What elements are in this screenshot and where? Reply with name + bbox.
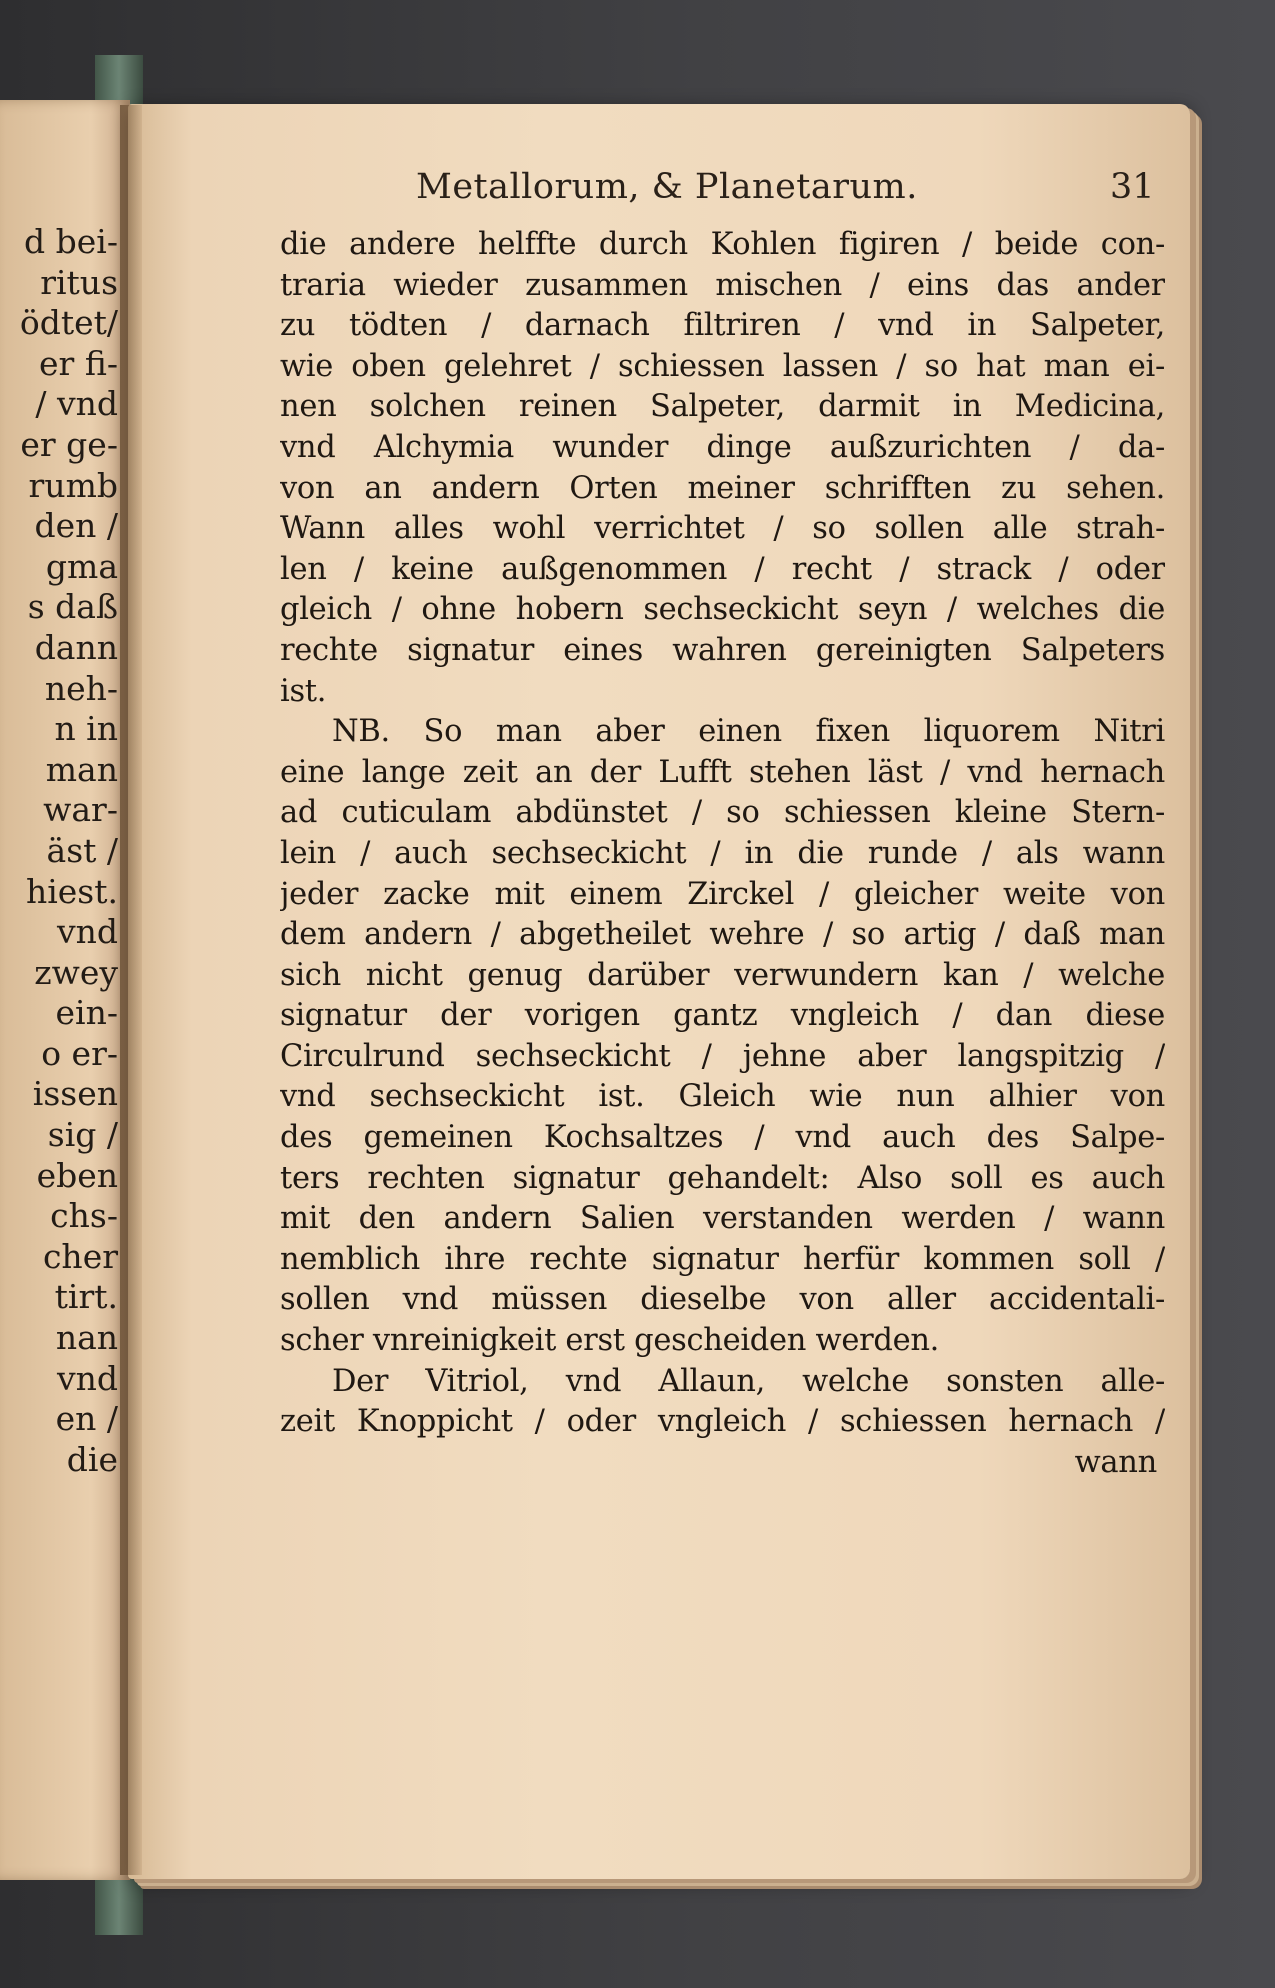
left-line: vnd <box>56 912 118 952</box>
left-line: man <box>45 749 118 789</box>
body-text <box>280 225 1165 1483</box>
text-line: len / keine außgenommen / recht / strack / oder <box>280 551 1165 587</box>
left-line: ritus <box>40 262 118 302</box>
paragraph-start-line: NB. So man aber einen fixen liquorem Nitri <box>332 714 1165 750</box>
text-line: sich nicht genug darüber verwundern kan / welche <box>280 957 1165 993</box>
left-line: sig / <box>47 1115 118 1155</box>
text-line: die andere helffte durch Kohlen figiren / beide con- <box>280 227 1165 262</box>
left-line: en / <box>55 1399 118 1439</box>
text-line: vnd Alchymia wunder dinge außzurichten / da- <box>280 429 1165 465</box>
left-line: eben <box>36 1155 118 1195</box>
text-line: mit den andern Salien verstanden werden / wann <box>280 1201 1165 1237</box>
page-number: 31 <box>1110 167 1155 207</box>
left-line: cher <box>42 1236 118 1276</box>
left-line: zwey <box>34 952 118 992</box>
page-gutter-shadow <box>120 105 142 1875</box>
left-page <box>0 100 130 1880</box>
text-line: ad cuticulam abdünstet / so schiessen kleine Stern- <box>280 795 1165 831</box>
left-line: d bei- <box>24 222 118 261</box>
left-line: tirt. <box>54 1277 118 1317</box>
text-line: traria wieder zusammen mischen / eins das ander <box>280 267 1165 303</box>
left-line: er fi- <box>39 343 118 383</box>
left-line: war- <box>43 790 118 830</box>
left-line: vnd <box>56 1358 118 1398</box>
text-line: scher vnreinigkeit erst gescheiden werden. <box>280 1323 940 1359</box>
text-line: lein / auch sechseckicht / in die runde / als wann <box>280 835 1165 871</box>
text-line: dem andern / abgetheilet wehre / so artig / daß man <box>280 917 1165 953</box>
catchword: wann <box>1074 1444 1157 1480</box>
text-line: nemblich ihre rechte signatur herfür kommen soll / <box>280 1241 1165 1277</box>
left-page-text <box>20 222 118 1480</box>
text-line: wie oben gelehret / schiessen lassen / so hat man ei- <box>280 348 1165 384</box>
text-line: von an andern Orten meiner schrifften zu sehen. <box>280 470 1165 506</box>
running-title: Metallorum, & Planetarum. <box>416 167 918 207</box>
text-line: zeit Knoppicht / oder vngleich / schiessen hernach / <box>280 1404 1165 1440</box>
right-page <box>128 104 1190 1879</box>
text-line: Wann alles wohl verrichtet / so sollen alle strah- <box>280 511 1165 547</box>
left-line: ödtet/ <box>19 303 118 343</box>
left-line: äst / <box>46 830 118 870</box>
text-line: nen solchen reinen Salpeter, darmit in Medicina, <box>280 389 1165 425</box>
left-line: n in <box>54 709 118 749</box>
text-line: ist. <box>280 673 327 709</box>
text-line: vnd sechseckicht ist. Gleich wie nun alhier von <box>280 1079 1165 1115</box>
left-line: neh- <box>44 668 118 708</box>
left-line: er ge- <box>20 424 118 464</box>
left-line: s daß <box>27 587 118 627</box>
left-line: hiest. <box>25 871 118 911</box>
text-line: sollen vnd müssen dieselbe von aller accidentali- <box>280 1282 1165 1318</box>
text-line: rechte signatur eines wahren gereinigten Salpeters <box>280 632 1165 668</box>
left-line: o er- <box>41 1033 118 1073</box>
text-line: ters rechten signatur gehandelt: Also soll es auch <box>280 1160 1165 1196</box>
left-line: / vnd <box>35 384 118 424</box>
left-line: die <box>66 1439 118 1479</box>
left-line: den / <box>34 506 118 546</box>
left-line: gma <box>45 546 118 586</box>
left-line: issen <box>32 1074 118 1114</box>
left-line: nan <box>55 1318 118 1358</box>
text-line: eine lange zeit an der Lufft stehen läst / vnd hernach <box>280 754 1165 790</box>
left-line: dann <box>34 627 118 667</box>
text-line: jeder zacke mit einem Zirckel / gleicher weite von <box>280 876 1165 912</box>
page-header <box>288 159 1168 219</box>
left-line: rumb <box>28 465 118 505</box>
left-line: ein- <box>55 993 118 1033</box>
left-line: chs- <box>50 1196 118 1236</box>
text-line: Circulrund sechseckicht / jehne aber langspitzig / <box>280 1038 1165 1074</box>
text-line: des gemeinen Kochsaltzes / vnd auch des Salpe- <box>280 1120 1165 1156</box>
text-line: signatur der vorigen gantz vngleich / dan diese <box>280 998 1165 1034</box>
text-line: gleich / ohne hobern sechseckicht seyn / welches die <box>280 592 1165 628</box>
text-line: zu tödten / darnach filtriren / vnd in Salpeter, <box>280 308 1165 344</box>
paragraph-start-line: Der Vitriol, vnd Allaun, welche sonsten alle- <box>332 1363 1165 1399</box>
